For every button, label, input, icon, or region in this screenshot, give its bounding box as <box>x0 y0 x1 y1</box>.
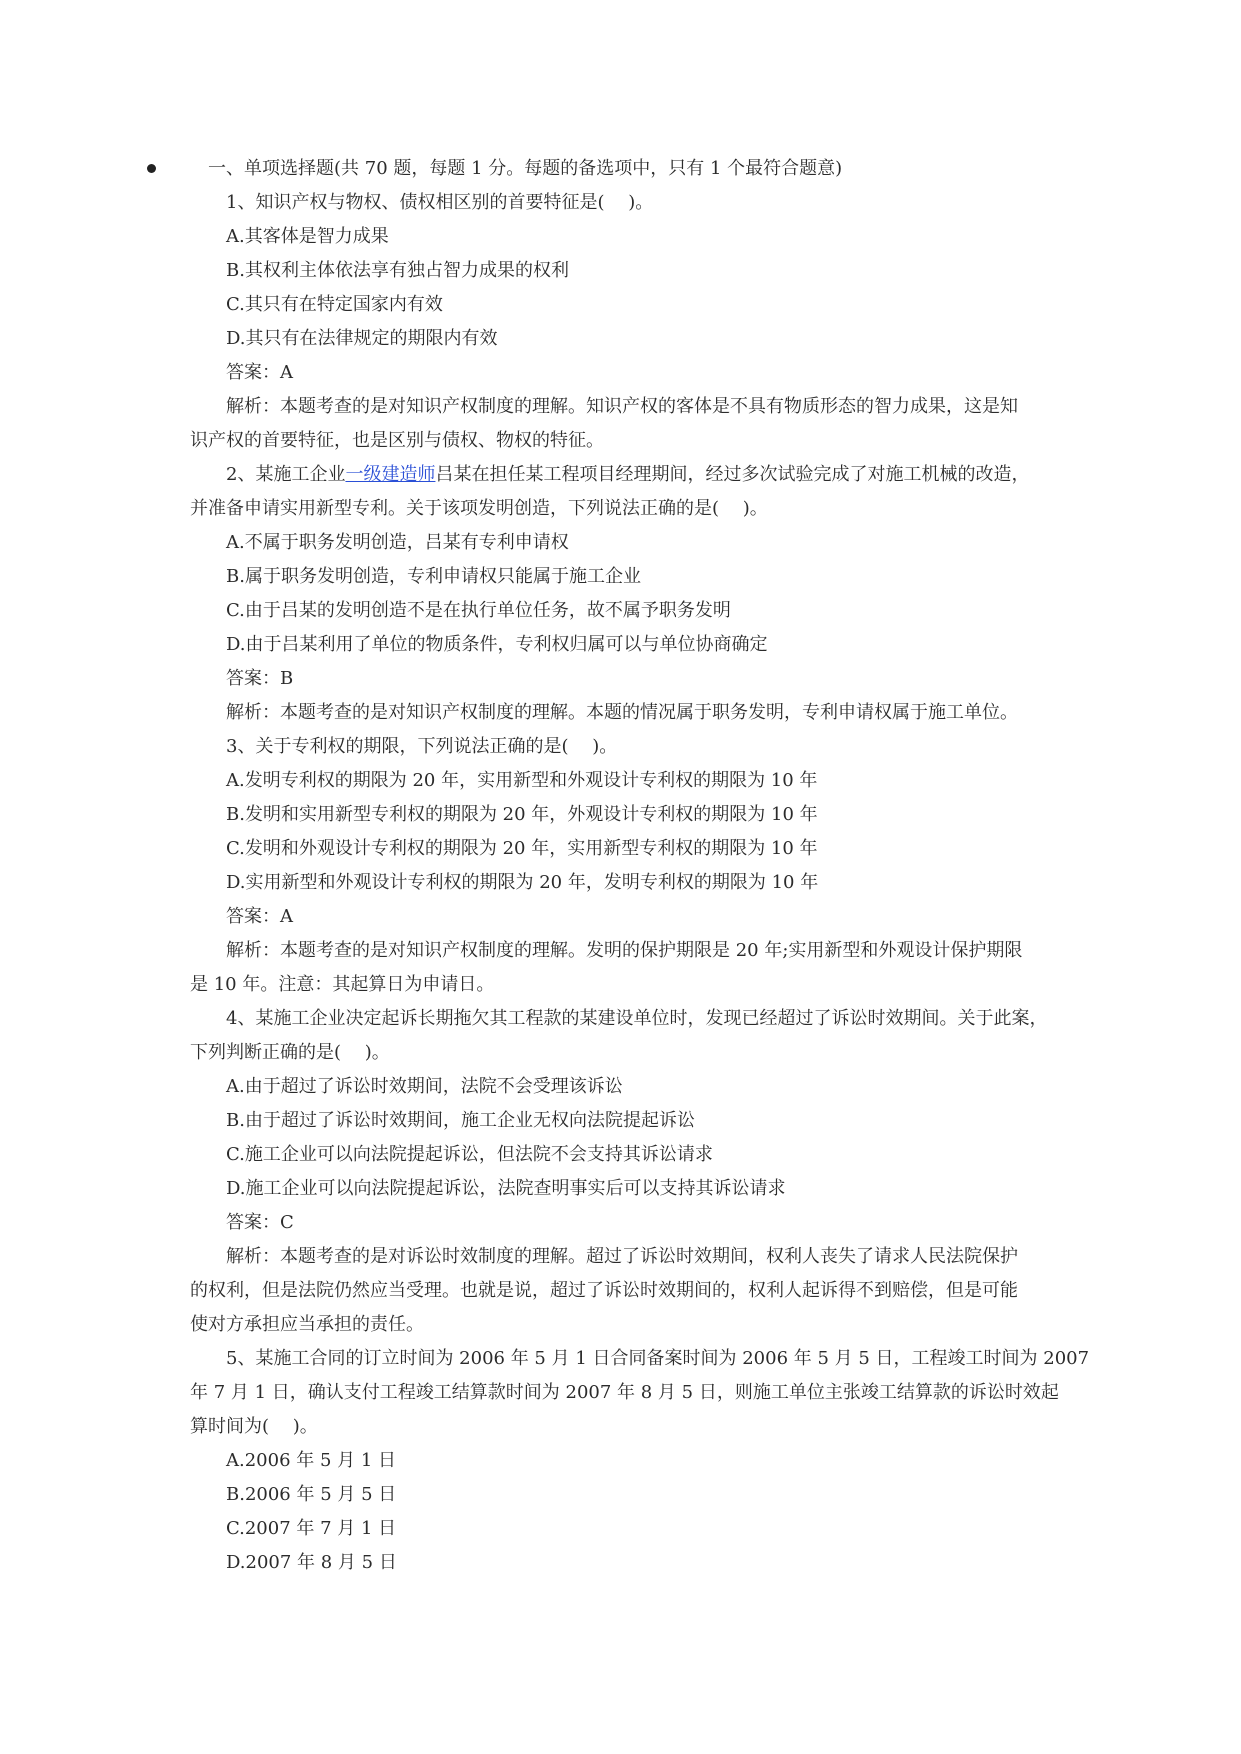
q4-option-a: A.由于超过了诉讼时效期间，法院不会受理该诉讼 <box>226 1076 623 1097</box>
q2-stem-before: 2、某施工企业 <box>226 464 346 485</box>
q4-answer: 答案：C <box>226 1212 294 1233</box>
q1-analysis-cont: 识产权的首要特征，也是区别与债权、物权的特征。 <box>190 430 604 451</box>
q3-analysis-cont: 是 10 年。注意：其起算日为申请日。 <box>190 974 495 995</box>
q1-option-a: A.其客体是智力成果 <box>226 226 389 247</box>
q1-answer: 答案：A <box>226 362 293 383</box>
bullet-icon <box>147 164 156 173</box>
q4-option-b: B.由于超过了诉讼时效期间，施工企业无权向法院提起诉讼 <box>226 1110 695 1131</box>
q3-option-a: A.发明专利权的期限为 20 年，实用新型和外观设计专利权的期限为 10 年 <box>226 770 818 791</box>
q4-analysis-cont: 的权利，但是法院仍然应当受理。也就是说，超过了诉讼时效期间的，权利人起诉得不到赔偿，但是可能 <box>190 1280 1018 1301</box>
q2-option-b: B.属于职务发明创造，专利申请权只能属于施工企业 <box>226 566 641 587</box>
q5-stem-cont-2: 算时间为( )。 <box>190 1416 318 1437</box>
q4-stem: 4、某施工企业决定起诉长期拖欠其工程款的某建设单位时，发现已经超过了诉讼时效期间。关于此案， <box>226 1008 1048 1029</box>
q2-option-a: A.不属于职务发明创造，吕某有专利申请权 <box>226 532 569 553</box>
q1-stem: 1、知识产权与物权、债权相区别的首要特征是( )。 <box>226 192 654 213</box>
q2-stem-cont: 并准备申请实用新型专利。关于该项发明创造，下列说法正确的是( )。 <box>190 498 768 519</box>
q5-stem: 5、某施工合同的订立时间为 2006 年 5 月 1 日合同备案时间为 2006 年 5 月 5 日，工程竣工时间为 2007 <box>226 1348 1090 1369</box>
q2-analysis: 解析：本题考查的是对知识产权制度的理解。本题的情况属于职务发明，专利申请权属于施工单位。 <box>226 702 1018 723</box>
q4-option-c: C.施工企业可以向法院提起诉讼，但法院不会支持其诉讼请求 <box>226 1144 713 1165</box>
q4-analysis-cont-2: 使对方承担应当承担的责任。 <box>190 1314 424 1335</box>
q5-stem-cont: 年 7 月 1 日，确认支付工程竣工结算款时间为 2007 年 8 月 5 日，则施工单位主张竣工结算款的诉讼时效起 <box>190 1382 1059 1403</box>
q3-option-c: C.发明和外观设计专利权的期限为 20 年，实用新型专利权的期限为 10 年 <box>226 838 818 859</box>
q2-stem-after: 吕某在担任某工程项目经理期间，经过多次试验完成了对施工机械的改造， <box>435 464 1030 485</box>
q5-option-c: C.2007 年 7 月 1 日 <box>226 1518 397 1539</box>
constructor-link[interactable]: 一级建造师 <box>345 464 436 485</box>
q2-option-d: D.由于吕某利用了单位的物质条件，专利权归属可以与单位协商确定 <box>226 634 768 655</box>
q2-answer: 答案：B <box>226 668 294 689</box>
q5-option-a: A.2006 年 5 月 1 日 <box>226 1450 397 1471</box>
q2-option-c: C.由于吕某的发明创造不是在执行单位任务，故不属予职务发明 <box>226 600 731 621</box>
q1-option-b: B.其权利主体依法享有独占智力成果的权利 <box>226 260 569 281</box>
q4-option-d: D.施工企业可以向法院提起诉讼，法院查明事实后可以支持其诉讼请求 <box>226 1178 786 1199</box>
q3-option-d: D.实用新型和外观设计专利权的期限为 20 年，发明专利权的期限为 10 年 <box>226 872 819 893</box>
q5-option-d: D.2007 年 8 月 5 日 <box>226 1552 397 1573</box>
q4-analysis: 解析：本题考查的是对诉讼时效制度的理解。超过了诉讼时效期间，权利人丧失了请求人民法院保护 <box>226 1246 1018 1267</box>
q3-option-b: B.发明和实用新型专利权的期限为 20 年，外观设计专利权的期限为 10 年 <box>226 804 818 825</box>
q1-option-c: C.其只有在特定国家内有效 <box>226 294 443 315</box>
q1-analysis: 解析：本题考查的是对知识产权制度的理解。知识产权的客体是不具有物质形态的智力成果，这是知 <box>226 396 1018 417</box>
q5-option-b: B.2006 年 5 月 5 日 <box>226 1484 397 1505</box>
q3-stem: 3、关于专利权的期限，下列说法正确的是( )。 <box>226 736 618 757</box>
q1-option-d: D.其只有在法律规定的期限内有效 <box>226 328 498 349</box>
q4-stem-cont: 下列判断正确的是( )。 <box>190 1042 390 1063</box>
q2-stem <box>226 463 1029 487</box>
q3-answer: 答案：A <box>226 906 293 927</box>
q3-analysis: 解析：本题考查的是对知识产权制度的理解。发明的保护期限是 20 年;实用新型和外观设计保护期限 <box>226 940 1023 961</box>
section-heading: 一、单项选择题(共 70 题，每题 1 分。每题的备选项中，只有 1 个最符合题意) <box>208 158 843 179</box>
